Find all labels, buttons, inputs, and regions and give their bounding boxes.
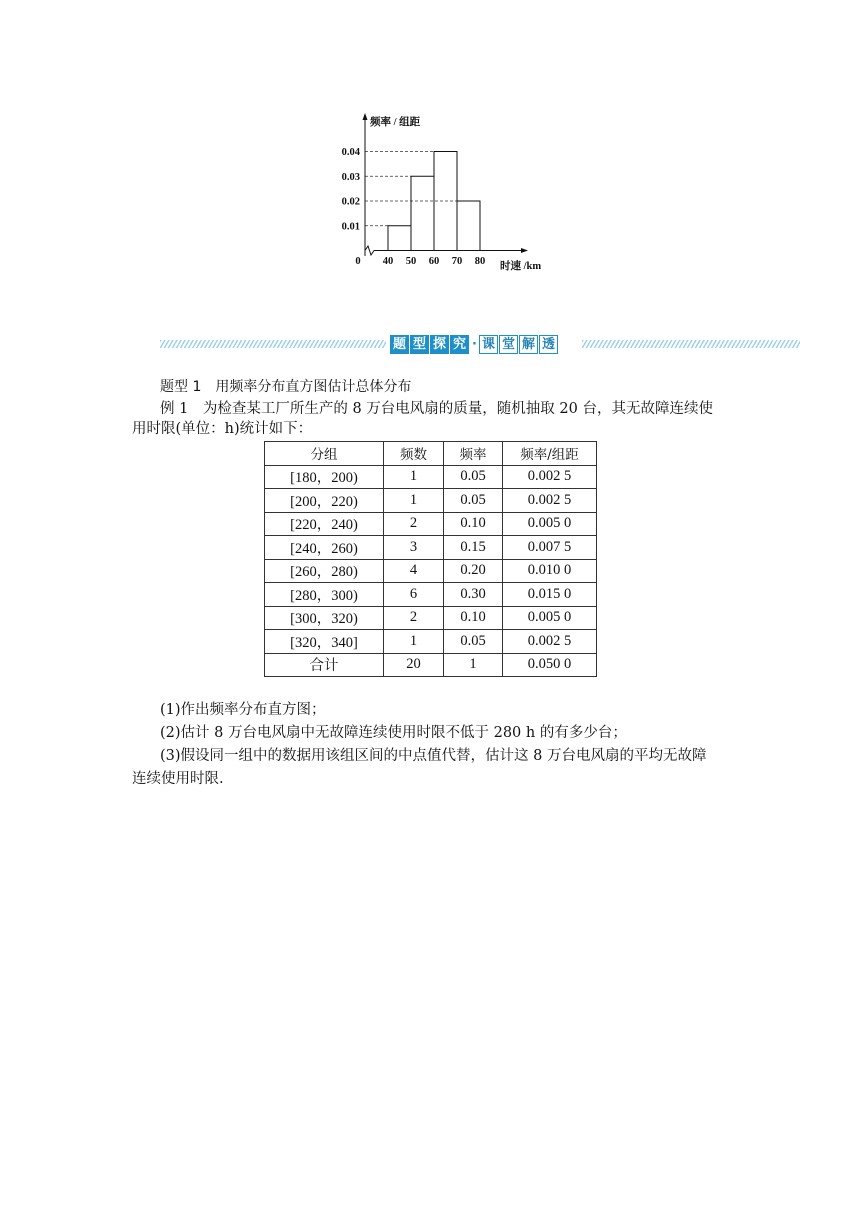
table-cell: 0.002 5 — [503, 489, 597, 513]
table-cell: 0.10 — [444, 512, 503, 536]
table-row — [265, 630, 597, 654]
banner-char: 堂 — [499, 335, 518, 354]
question-1: (1)作出频率分布直方图； — [160, 702, 326, 718]
table-row — [265, 489, 597, 513]
y-tick-label: 0.01 — [341, 221, 360, 233]
table-cell: 0.050 0 — [503, 653, 597, 677]
table-cell: 0.20 — [444, 559, 503, 583]
table-cell: [240，260) — [265, 536, 384, 560]
table-cell: [260，280) — [265, 559, 384, 583]
x-axis-label: 时速 /km — [500, 261, 542, 272]
table-cell: 0.010 0 — [503, 559, 597, 583]
banner-char: 究 — [450, 335, 469, 354]
table-row — [265, 465, 597, 489]
table-cell: 1 — [384, 630, 444, 654]
table-cell: [280，300) — [265, 583, 384, 607]
x-axis-arrow-icon — [521, 248, 528, 253]
y-tick-label: 0.04 — [341, 147, 360, 158]
table-cell: 0.05 — [444, 465, 503, 489]
table-cell: 合计 — [265, 653, 384, 677]
table-cell: 6 — [384, 583, 444, 607]
banner-dot: · — [472, 336, 477, 352]
question-3-line-1: (3)假设同一组中的数据用该组区间的中点值代替，估计这 8 万台电风扇的平均无故障 — [160, 748, 707, 764]
section-heading: 题型 1 用频率分布直方图估计总体分布 — [160, 379, 412, 395]
table-row — [265, 559, 597, 583]
table-cell: [220，240) — [265, 512, 384, 536]
table-header-cell: 频率 — [444, 442, 503, 466]
table-header-row — [265, 442, 597, 466]
banner-char: 探 — [430, 335, 449, 354]
table-cell: 2 — [384, 512, 444, 536]
y-axis-arrow-icon — [363, 113, 368, 120]
y-tick-label: 0.02 — [341, 196, 360, 208]
table-cell: 0.005 0 — [503, 512, 597, 536]
table-cell: [200，220) — [265, 489, 384, 513]
table-cell: [180，200) — [265, 465, 384, 489]
banner-char: 透 — [539, 335, 558, 354]
table-row — [265, 536, 597, 560]
table-header-cell: 分组 — [265, 442, 384, 466]
data-table — [264, 441, 597, 677]
example-text-line-1: 例 1 为检查某工厂所生产的 8 万台电风扇的质量，随机抽取 20 台，其无故障连续使 — [160, 401, 713, 417]
table-cell: 4 — [384, 559, 444, 583]
table-cell: 0.002 5 — [503, 465, 597, 489]
banner-char: 题 — [390, 335, 409, 354]
frequency-histogram — [341, 108, 560, 273]
banner-hatch-left — [160, 340, 386, 348]
chart-axes — [363, 113, 529, 256]
table-cell: 0.15 — [444, 536, 503, 560]
histogram-bar — [411, 176, 434, 250]
table-cell: 3 — [384, 536, 444, 560]
table-cell: 1 — [444, 653, 503, 677]
table-cell: 0.10 — [444, 606, 503, 630]
banner-title — [390, 333, 559, 355]
origin-label: 0 — [355, 256, 361, 267]
banner-char: 型 — [410, 335, 429, 354]
banner-char: 课 — [479, 335, 498, 354]
table-total-row — [265, 653, 597, 677]
x-tick-label: 80 — [474, 256, 486, 267]
axis-break-icon — [365, 246, 374, 255]
table-cell: 0.30 — [444, 583, 503, 607]
example-text-line-2: 用时限(单位：h)统计如下： — [132, 421, 313, 437]
question-3-line-2: 连续使用时限. — [132, 771, 224, 787]
tick-labels — [342, 147, 486, 267]
x-tick-label: 40 — [382, 256, 394, 267]
question-2: (2)估计 8 万台电风扇中无故障连续使用时限不低于 280 h 的有多少台； — [160, 725, 627, 741]
table-cell: 1 — [384, 465, 444, 489]
histogram-bar — [388, 226, 411, 251]
table-cell: [320，340] — [265, 630, 384, 654]
table-cell: 0.015 0 — [503, 583, 597, 607]
table-cell: 1 — [384, 489, 444, 513]
table-cell: 20 — [384, 653, 444, 677]
x-tick-label: 60 — [428, 256, 440, 267]
histogram-bar — [457, 201, 480, 251]
x-tick-label: 50 — [405, 256, 417, 267]
table-cell: [300，320) — [265, 606, 384, 630]
table-cell: 0.007 5 — [503, 536, 597, 560]
banner-hatch-right — [582, 340, 800, 348]
table-row — [265, 583, 597, 607]
table-cell: 0.002 5 — [503, 630, 597, 654]
table-cell: 0.05 — [444, 630, 503, 654]
x-tick-label: 70 — [451, 256, 463, 267]
table-cell: 2 — [384, 606, 444, 630]
table-header-cell: 频率/组距 — [503, 442, 597, 466]
table-cell: 0.05 — [444, 489, 503, 513]
table-header-cell: 频数 — [384, 442, 444, 466]
table-cell: 0.005 0 — [503, 606, 597, 630]
section-banner — [160, 333, 800, 355]
y-tick-label: 0.03 — [341, 171, 360, 183]
table-row — [265, 512, 597, 536]
banner-char: 解 — [519, 335, 538, 354]
y-axis-label: 频率 / 组距 — [370, 117, 421, 128]
table-row — [265, 606, 597, 630]
